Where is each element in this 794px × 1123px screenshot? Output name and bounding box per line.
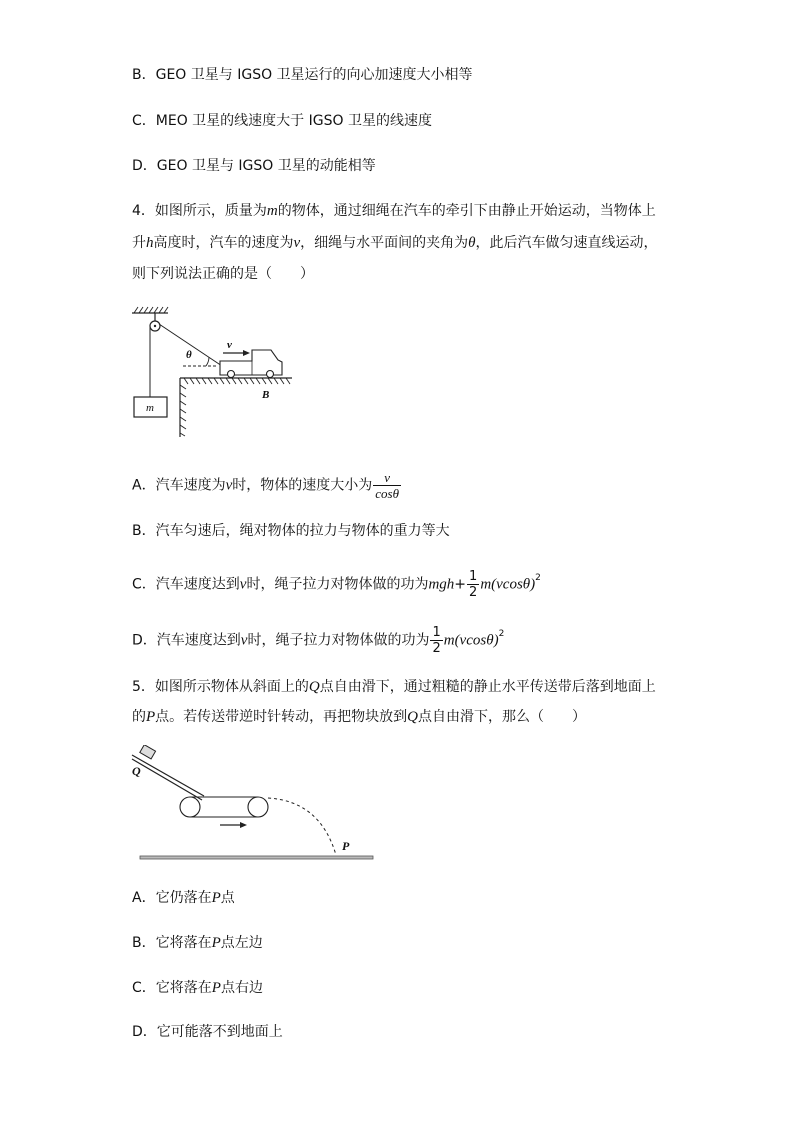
q5-stem-line-2: 的P点。若传送带逆时针转动，再把物块放到Q点自由滑下，那么（ ）	[132, 709, 587, 725]
q5-option-a: A．它仍落在P点	[132, 890, 235, 906]
q3-option-b: B．GEO 卫星与 IGSO 卫星运行的向心加速度大小相等	[132, 67, 473, 83]
incline-bottom	[132, 759, 202, 800]
trajectory-path	[268, 798, 336, 855]
point-p-label: P	[342, 839, 350, 853]
angle-arc	[206, 357, 209, 366]
car-wheel-front	[267, 371, 274, 378]
fraction-v-over-cos: $\frac{v}{\cos\theta}$	[375, 470, 399, 501]
q4-option-a: A．汽车速度为v时，物体的速度大小为 $\frac{v}{\cos\theta}$	[132, 470, 399, 501]
block-label: m	[146, 402, 154, 414]
q3-option-d: D．GEO 卫星与 IGSO 卫星的动能相等	[132, 158, 376, 174]
q5-stem-line-1: 5．如图所示物体从斜面上的Q点自由滑下，通过粗糙的静止水平传送带后落到地面上	[132, 679, 656, 695]
ceiling-hatch	[134, 307, 168, 313]
left-roller	[180, 797, 200, 817]
q5-option-c: C．它将落在P点右边	[132, 980, 263, 996]
right-roller	[248, 797, 268, 817]
velocity-label: v	[227, 339, 232, 351]
point-q-label: Q	[132, 764, 141, 778]
q5-figure	[128, 745, 378, 870]
fraction-one-half: $\frac{1}{2}$	[432, 625, 441, 656]
q4-option-d: D．汽车速度达到v时，绳子拉力对物体做的功为 $\frac{1}{2}$ $m(vcos\theta)^2$	[132, 625, 505, 656]
q4-option-c: C．汽车速度达到v时，绳子拉力对物体做的功为mgh+ $\frac{1}{2}$ $m(vcos\theta)^2$	[132, 569, 541, 600]
q5-option-b: B．它将落在P点左边	[132, 935, 263, 951]
fraction-one-half: $\frac{1}{2}$	[469, 569, 478, 600]
q4-figure	[128, 305, 298, 445]
car-wheel-rear	[228, 371, 235, 378]
q3-option-c: C．MEO 卫星的线速度大于 IGSO 卫星的线速度	[132, 113, 432, 129]
q4-stem-line-1: 4．如图所示，质量为m的物体，通过细绳在汽车的牵引下由静止开始运动，当物体上	[132, 203, 656, 219]
slider-block	[140, 745, 156, 759]
q5-option-d: D．它可能落不到地面上	[132, 1024, 283, 1040]
q4-stem-line-3: 则下列说法正确的是（ ）	[132, 266, 314, 282]
incline-top	[132, 755, 204, 796]
angle-label: θ	[186, 349, 192, 361]
q4-stem-line-2: 升h高度时，汽车的速度为v，细绳与水平面间的夹角为θ，此后汽车做匀速直线运动，	[132, 235, 658, 251]
ground-surface	[140, 856, 373, 859]
ground-hatch	[180, 378, 290, 436]
q4-option-b: B．汽车匀速后，绳对物体的拉力与物体的重力等大	[132, 523, 450, 539]
point-b-label: B	[262, 389, 270, 401]
